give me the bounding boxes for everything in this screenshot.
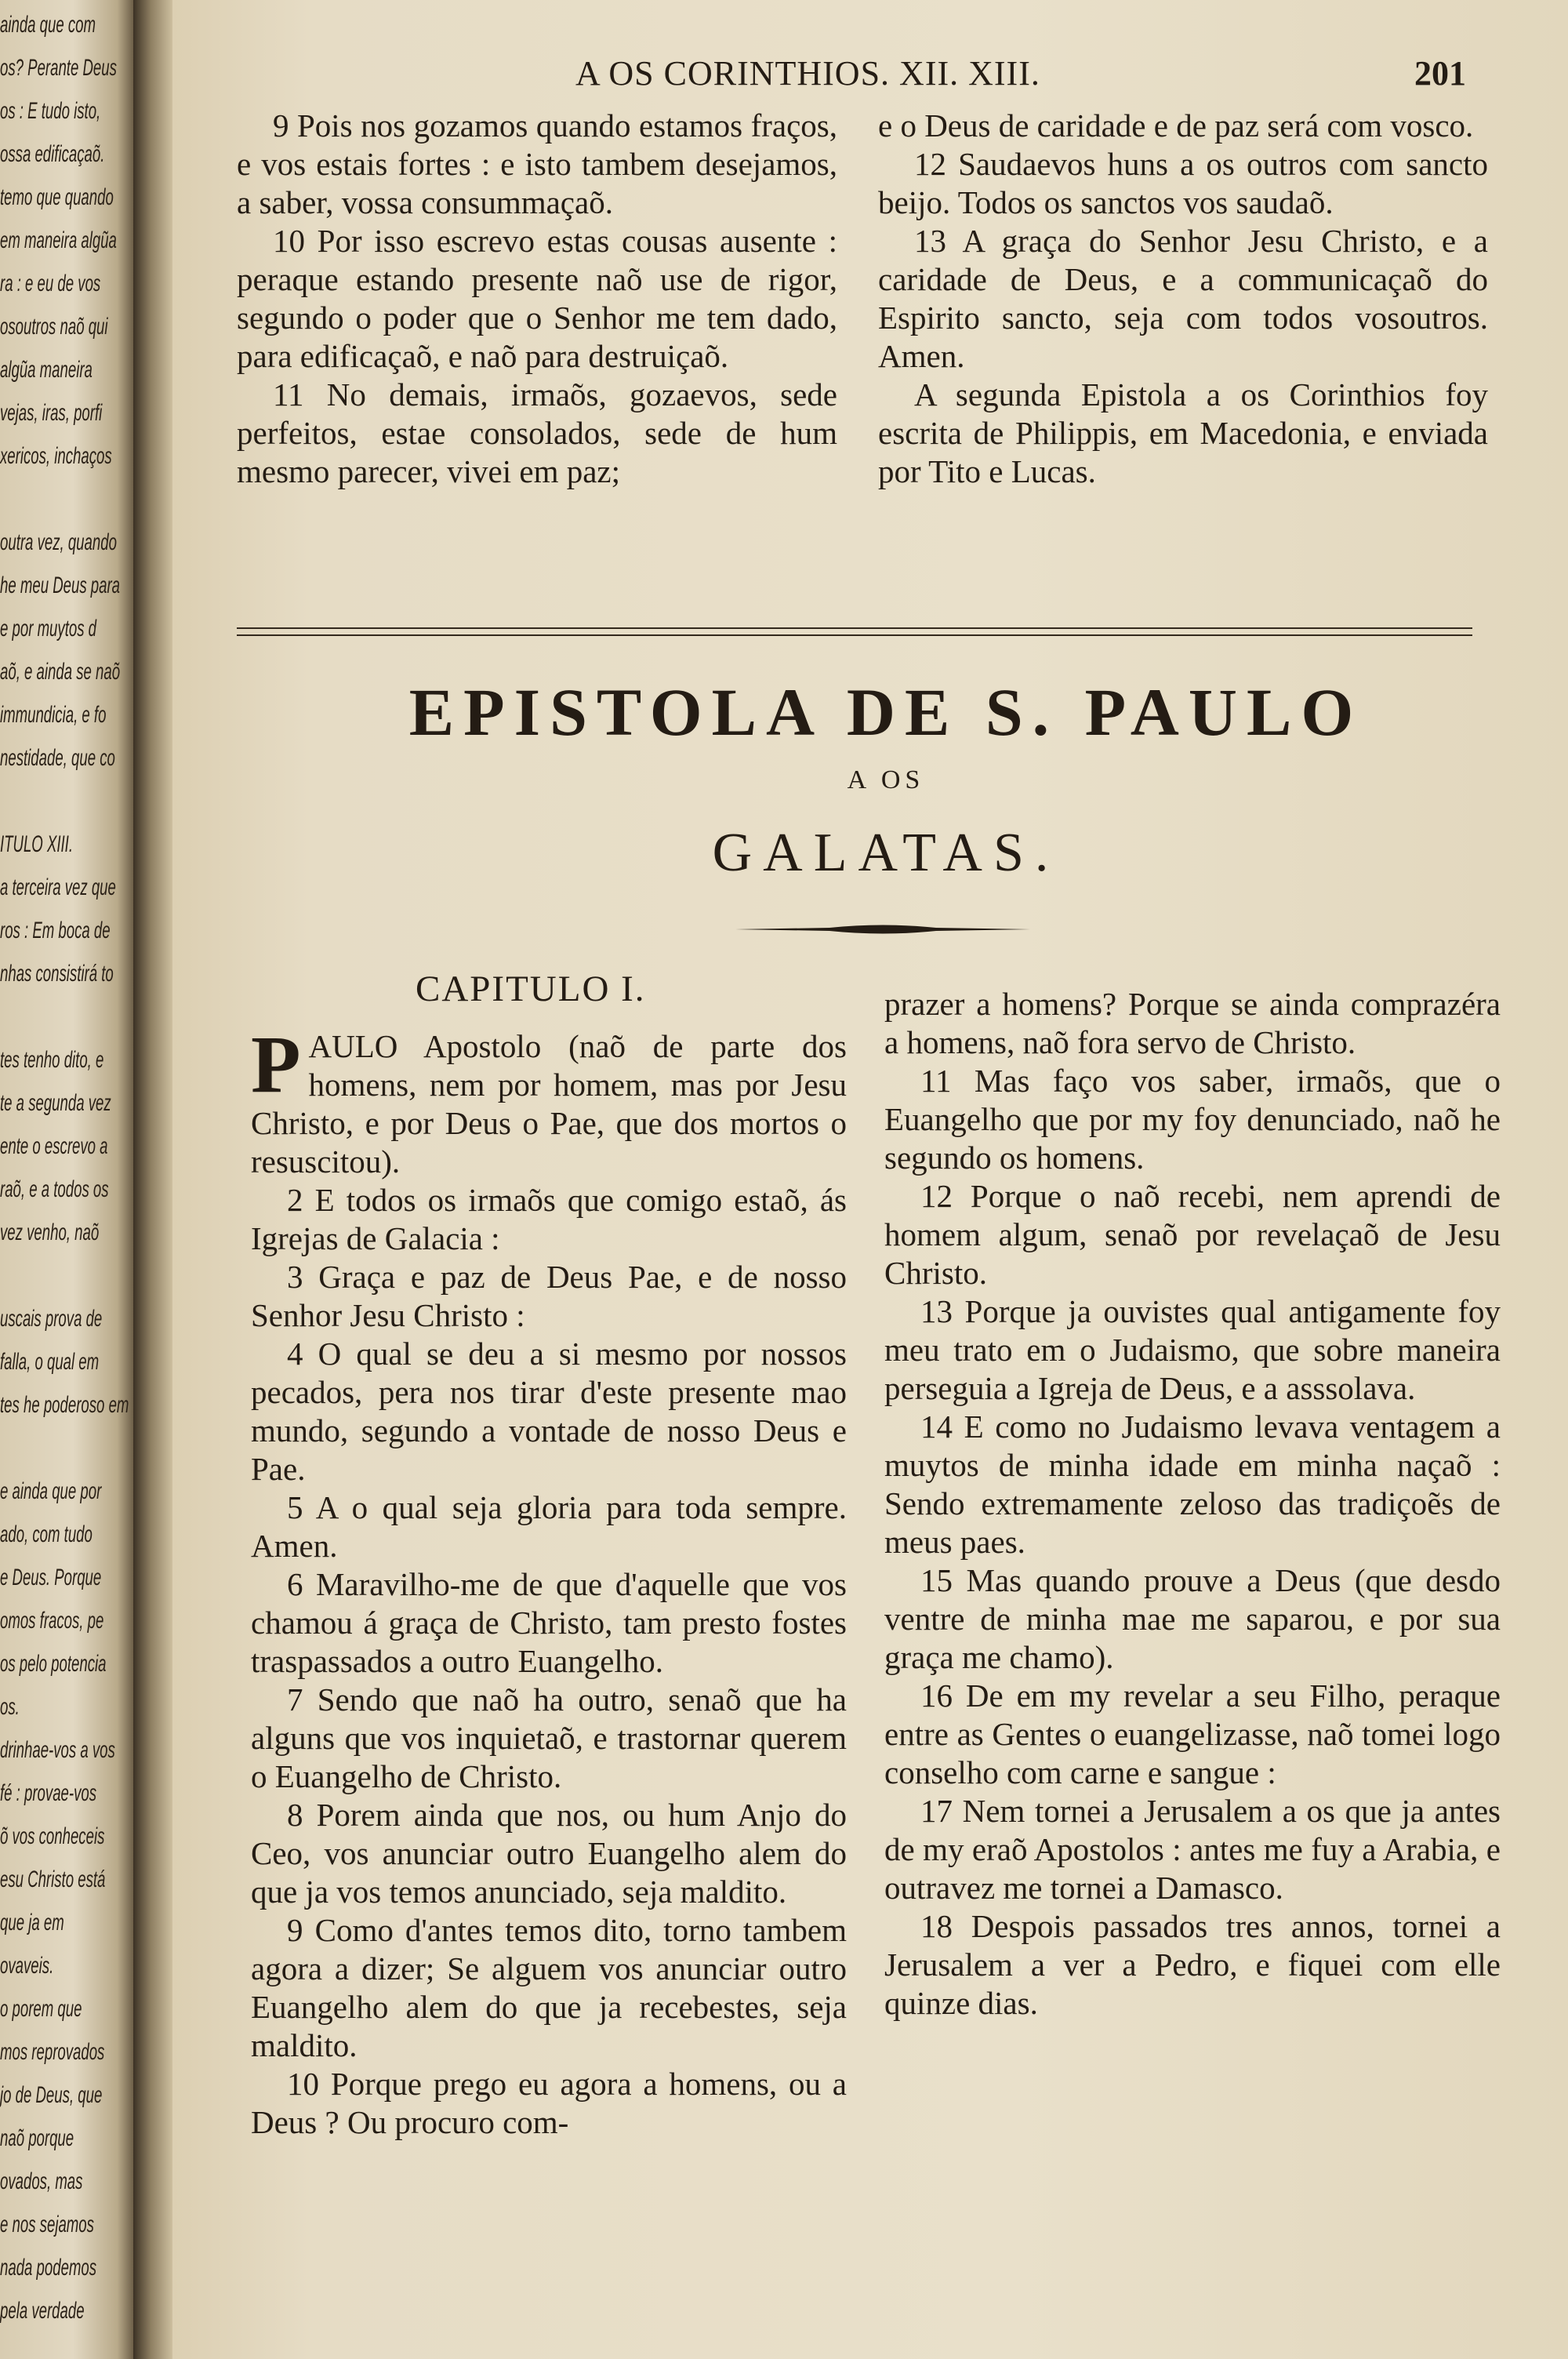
- facing-page-fragment: ente o escrevo a: [0, 1133, 108, 1159]
- verse: 3 Graça e paz de Deus Pae, e de nosso Senhor Jesu Christo :: [251, 1259, 847, 1333]
- facing-page-fragment: ovaveis.: [0, 1953, 54, 1979]
- facing-page-fragment: omos fracos, pe: [0, 1608, 104, 1634]
- book-title-name: GALATAS.: [712, 823, 1060, 883]
- book-page: [172, 0, 1568, 2359]
- book-gutter: [133, 0, 172, 2359]
- facing-page-fragment: os? Perante Deus: [0, 55, 117, 81]
- facing-page-fragment: [0, 1000, 131, 1034]
- facing-page-fragment: falla, o qual em: [0, 1349, 100, 1375]
- verse: 14 E como no Judaismo levava ventagem a muytos de minha idade em minha naçaõ : Sendo extremamente zeloso das tradiçoẽs de meus paes.: [884, 1408, 1501, 1560]
- facing-page-fragment: tes he poderoso em: [0, 1392, 129, 1418]
- verse: 13 Porque ja ouvistes qual antigamente foy meu trato em o Judaismo, que sobre maneira perseguia a Igreja de Deus, e a asssolava.: [884, 1293, 1501, 1406]
- facing-page-fragment: he meu Deus para: [0, 572, 121, 598]
- verse-continuation: e o Deus de caridade e de paz será com vosco.: [878, 107, 1474, 144]
- facing-page-fragment: tes tenho dito, e: [0, 1047, 104, 1073]
- facing-page-bleed: [0, 0, 133, 2359]
- verse: 17 Nem tornei a Jerusalem a os que ja antes de my eraõ Apostolos : antes me fuy a Arabia, e outravez me tornei a Damasco.: [884, 1793, 1501, 1906]
- facing-page-fragment: [0, 1259, 131, 1293]
- verse: 4 O qual se deu a si mesmo por nossos pecados, pera nos tirar d'este presente mao mundo, segundo a vontade de nosso Deus e Pae.: [251, 1336, 847, 1487]
- running-title: A OS CORINTHIOS. XII. XIII.: [575, 54, 1040, 93]
- facing-page-fragment: te a segunda vez: [0, 1090, 111, 1116]
- first-verse: [251, 1020, 847, 1181]
- running-head: [172, 49, 1466, 104]
- facing-page-fragment: o porem que: [0, 1996, 82, 2022]
- facing-page-fragment: vez venho, naõ: [0, 1219, 100, 1245]
- verse: 16 De em my revelar a seu Filho, peraque entre as Gentes o euangelizasse, naõ tomei logo conselho com carne e sangue :: [884, 1677, 1501, 1790]
- facing-page-fragment: e ainda que por: [0, 1478, 102, 1504]
- section-divider-rule: [237, 627, 1472, 636]
- colophon: A segunda Epistola a os Corinthios foy escrita de Philippis, em Macedonia, e enviada por Tito e Lucas.: [878, 376, 1488, 489]
- verse: 6 Maravilho-me de que d'aquelle que vos chamou á graça de Christo, tam presto fostes traspassados a outro Euangelho.: [251, 1566, 847, 1679]
- facing-page-fragment: nhas consistirá to: [0, 961, 114, 987]
- first-verse-text: AULO Apostolo (naõ de parte dos homens, nem por homem, mas por Jesu Christo, e por Deus o Pae, que dos mortos o resuscitou).: [251, 1028, 847, 1180]
- chapter-left-column: [251, 1020, 847, 2142]
- facing-page-fragment: temo que quando: [0, 184, 114, 210]
- facing-page-fragment: ovados, mas: [0, 2168, 83, 2194]
- drop-cap: P: [251, 1020, 301, 1110]
- facing-page-fragment: os pelo potencia: [0, 1651, 107, 1677]
- chapter-heading: CAPITULO I.: [416, 969, 646, 1009]
- facing-page-fragment: xericos, inchaços: [0, 443, 112, 469]
- verse-continuation: prazer a homens? Porque se ainda comprazéra a homens, naõ fora servo de Christo.: [884, 986, 1501, 1060]
- facing-page-fragment: [0, 1431, 131, 1466]
- facing-page-fragment: ITULO XIII.: [0, 831, 74, 857]
- verse: 5 A o qual seja gloria para toda sempre. Amen.: [251, 1489, 847, 1564]
- facing-page-fragment: e por muytos d: [0, 616, 97, 642]
- facing-page-fragment: drinhae-vos a vos: [0, 1737, 115, 1763]
- book-title-main: EPISTOLA DE S. PAULO: [408, 674, 1363, 750]
- facing-page-fragment: ossa edificaçaõ.: [0, 141, 105, 167]
- chapter-right-column: [884, 985, 1501, 2023]
- facing-page-fragment: immundicia, e fo: [0, 702, 107, 728]
- facing-page-fragment: ros : Em boca de: [0, 918, 111, 943]
- facing-page-fragment: vejas, iras, porfi: [0, 400, 103, 426]
- facing-page-fragment: que ja em: [0, 1910, 64, 1936]
- facing-page-fragment: nestidade, que co: [0, 745, 115, 771]
- verse: 7 Sendo que naõ ha outro, senaõ que ha alguns que vos inquietaõ, e trastornar querem o Euangelho de Christo.: [251, 1681, 847, 1794]
- facing-page-fragment: em maneira algũa: [0, 227, 117, 253]
- facing-page-fragment: naõ porque: [0, 2125, 74, 2151]
- verse: 18 Despois passados tres annos, tornei a Jerusalem a ver a Pedro, e fiquei com elle quinze dias.: [884, 1908, 1501, 2021]
- verse: 12 Porque o naõ recebi, nem aprendi de homem algum, senaõ por revelaçaõ de Jesu Christo.: [884, 1178, 1501, 1291]
- verse: 11 No demais, irmaõs, gozaevos, sede perfeitos, estae consolados, sede de hum mesmo parecer, vivei em paz;: [237, 376, 837, 489]
- previous-epistle-right-column: [878, 107, 1488, 491]
- book-title-sub: A OS: [847, 765, 925, 794]
- verse: 10 Porque prego eu agora a homens, ou a Deus ? Ou procuro com-: [251, 2066, 847, 2140]
- facing-page-fragment: ado, com tudo: [0, 1521, 93, 1547]
- facing-page-fragment: algũa maneira: [0, 357, 93, 383]
- page-number: 201: [1414, 54, 1466, 93]
- facing-page-fragment: mos reprovados: [0, 2039, 105, 2065]
- verse: 2 E todos os irmaõs que comigo estaõ, ás Igrejas de Galacia :: [251, 1182, 847, 1256]
- facing-page-fragment: os : E tudo isto,: [0, 98, 101, 124]
- facing-page-fragment: fé : provae-vos: [0, 1780, 97, 1806]
- facing-page-fragment: nada podemos: [0, 2255, 97, 2281]
- facing-page-fragment: jo de Deus, que: [0, 2082, 103, 2108]
- facing-page-fragment: os.: [0, 1694, 20, 1720]
- facing-page-fragment: aõ, e ainda se naõ: [0, 659, 121, 685]
- verse: 10 Por isso escrevo estas cousas ausente : peraque estando presente naõ use de rigor, segundo o poder que o Senhor me tem dado, para edificaçaõ, e naõ para destruiçaõ.: [237, 223, 837, 374]
- facing-page-fragment: osoutros naõ qui: [0, 314, 108, 340]
- facing-page-fragment: õ vos conheceis: [0, 1823, 105, 1849]
- facing-page-fragment: e nos sejamos: [0, 2212, 94, 2237]
- facing-page-fragment: e Deus. Porque: [0, 1565, 102, 1590]
- facing-page-fragment: esu Christo está: [0, 1866, 106, 1892]
- facing-page-fragment: pela verdade: [0, 2298, 85, 2324]
- facing-page-fragment: [0, 482, 131, 517]
- verse: 8 Porem ainda que nos, ou hum Anjo do Ceo, vos anunciar outro Euangelho alem do que ja vos temos anunciado, seja maldito.: [251, 1797, 847, 1910]
- facing-page-fragment: uscais prova de: [0, 1306, 103, 1332]
- facing-page-fragment: outra vez, quando: [0, 529, 117, 555]
- facing-page-fragment: ra : e eu de vos: [0, 271, 101, 296]
- verse: 12 Saudaevos huns a os outros com sancto beijo. Todos os sanctos vos saudaõ.: [878, 146, 1488, 220]
- verse: 15 Mas quando prouve a Deus (que desdo ventre de minha mae me saparou, e por sua graça me chamo).: [884, 1562, 1501, 1675]
- verse: 9 Como d'antes temos dito, torno tambem agora a dizer; Se alguem vos anunciar outro Euangelho alem do que ja recebestes, seja maldito.: [251, 1912, 847, 2063]
- facing-page-fragment: [0, 784, 131, 819]
- facing-page-fragment: a terceira vez que: [0, 874, 116, 900]
- verse: 11 Mas faço vos saber, irmaõs, que o Euangelho que por my foy denunciado, naõ he segundo os homens.: [884, 1063, 1501, 1176]
- facing-page-fragment: ainda que com: [0, 12, 96, 38]
- verse: 9 Pois nos gozamos quando estamos fraços, e vos estais fortes : e isto tambem desejamos, a saber, vossa consummaçaõ.: [237, 107, 837, 220]
- verse: 13 A graça do Senhor Jesu Christo, e a caridade de Deus, e a communicaçaõ do Espirito sancto, seja com todos vosoutros. Amen.: [878, 223, 1488, 374]
- ornament-rule: [735, 922, 1030, 936]
- previous-epistle-left-column: [237, 107, 837, 491]
- facing-page-fragment: raõ, e a todos os: [0, 1176, 109, 1202]
